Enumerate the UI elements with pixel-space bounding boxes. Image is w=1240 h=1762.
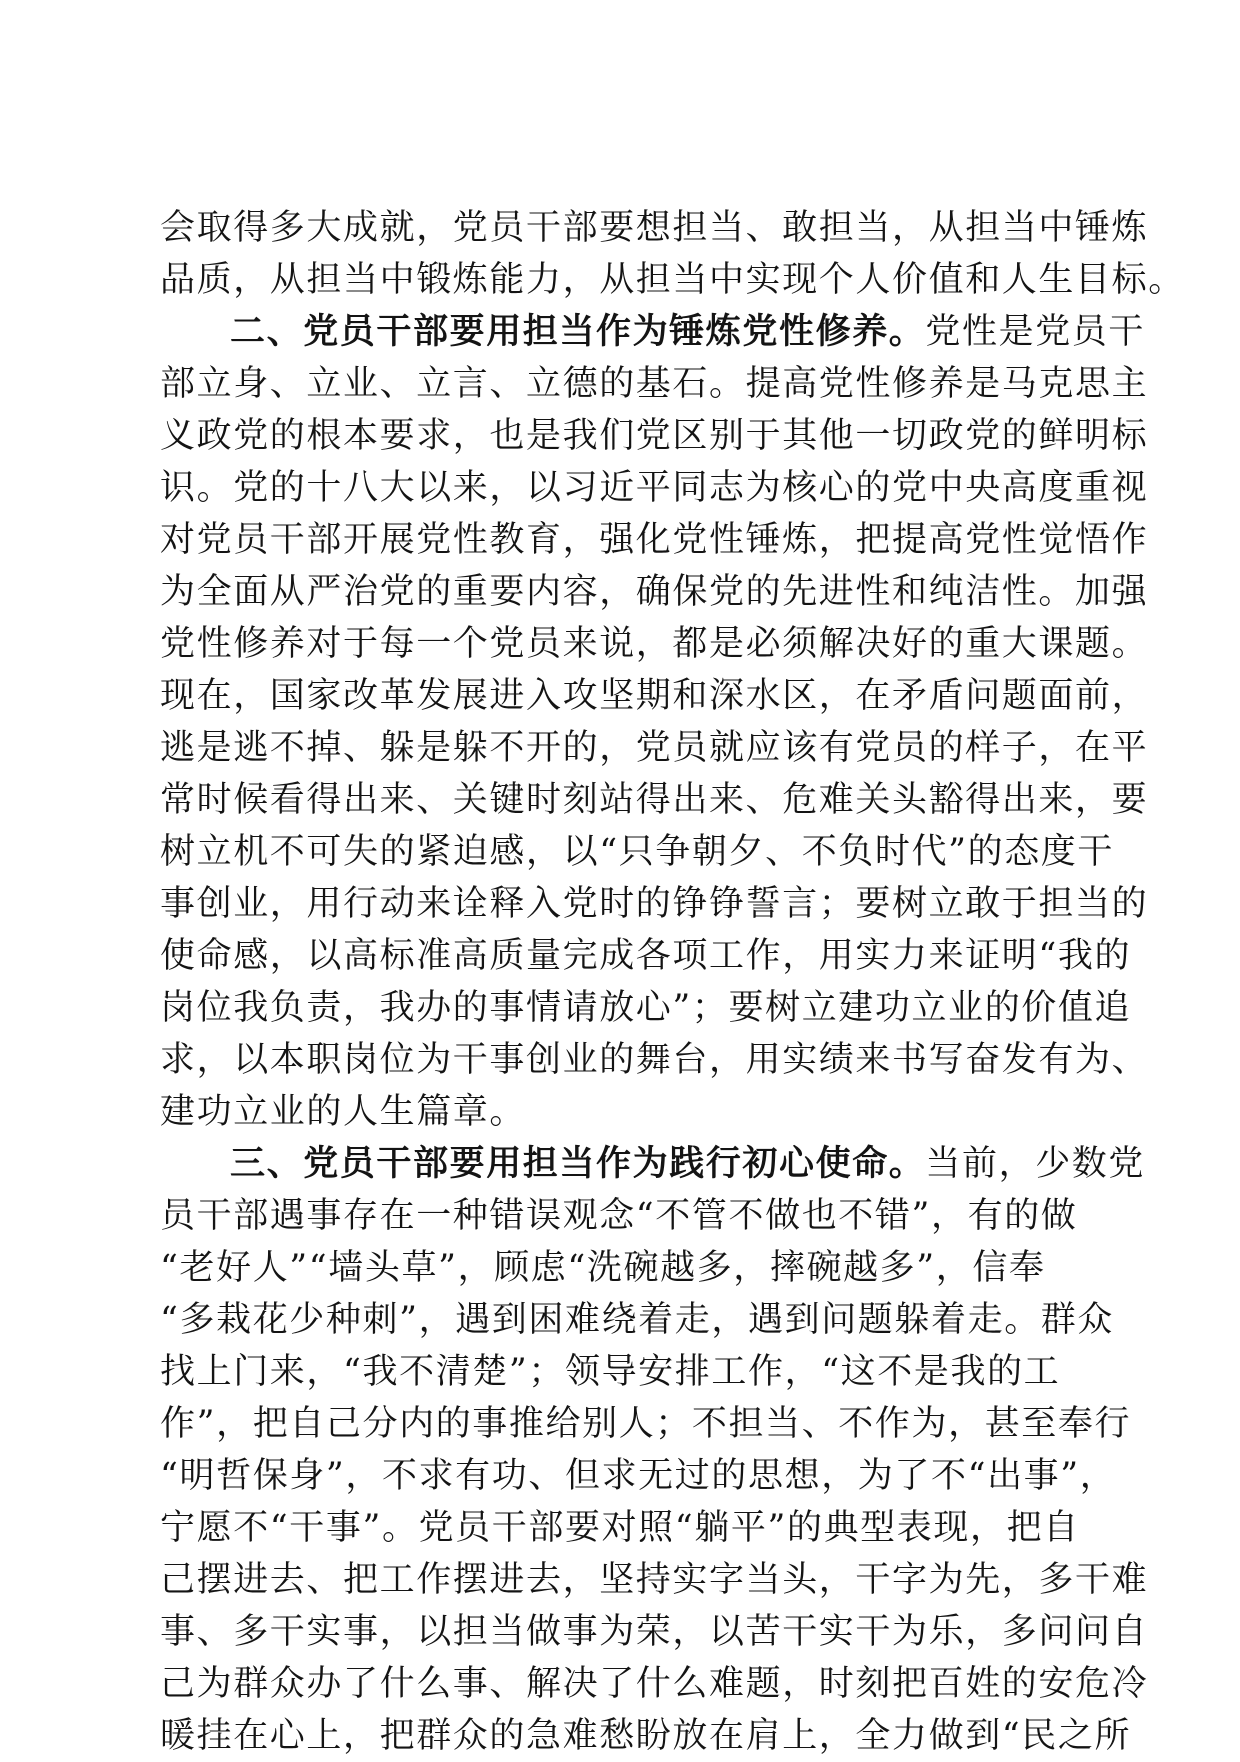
text-line: 逃是逃不掉、躲是躲不开的，党员就应该有党员的样子，在平 (160, 728, 1149, 768)
text-line: 部立身、立业、立言、立德的基石。提高党性修养是马克思主 (160, 364, 1149, 404)
text-line: 现在，国家改革发展进入攻坚期和深水区，在矛盾问题面前， (160, 676, 1149, 716)
text-line: 事、多干实事，以担当做事为荣，以苦干实干为乐，多问问自 (160, 1612, 1149, 1652)
section-three-heading: 三、党员干部要用担当作为践行初心使命。 (230, 1144, 926, 1184)
text-line: 对党员干部开展党性教育，强化党性锤炼，把提高党性觉悟作 (160, 520, 1149, 560)
text-line: “老好人”“墙头草”，顾虑“洗碗越多，摔碗越多”，信奉 (160, 1248, 1046, 1288)
text-line: 求，以本职岗位为干事创业的舞台，用实绩来书写奋发有为、 (160, 1040, 1149, 1080)
text-line: 会取得多大成就，党员干部要想担当、敢担当，从担当中锤炼 (160, 208, 1149, 248)
text-line: 岗位我负责，我办的事情请放心”；要树立建功立业的价值追 (160, 988, 1132, 1028)
text-line: 常时候看得出来、关键时刻站得出来、危难关头豁得出来，要 (160, 780, 1149, 820)
text-line: “明哲保身”，不求有功、但求无过的思想，为了不“出事”， (160, 1456, 1117, 1496)
text-line: 事创业，用行动来诠释入党时的铮铮誓言；要树立敢于担当的 (160, 884, 1149, 924)
text-line: 树立机不可失的紧迫感，以“只争朝夕、不负时代”的态度干 (160, 832, 1114, 872)
text-line: 员干部遇事存在一种错误观念“不管不做也不错”，有的做 (160, 1196, 1078, 1236)
section-three-text: 当前，少数党 (925, 1144, 1146, 1184)
text-line: “多栽花少种刺”，遇到困难绕着走，遇到问题躲着走。群众 (160, 1300, 1114, 1340)
text-line: 己为群众办了什么事、解决了什么难题，时刻把百姓的安危冷 (160, 1664, 1149, 1704)
text-line: 己摆进去、把工作摆进去，坚持实字当头，干字为先，多干难 (160, 1560, 1149, 1600)
text-line: 找上门来，“我不清楚”；领导安排工作，“这不是我的工 (160, 1352, 1061, 1392)
text-line: 使命感，以高标准高质量完成各项工作，用实力来证明“我的 (160, 936, 1132, 976)
section-two-heading: 二、党员干部要用担当作为锤炼党性修养。 (230, 312, 926, 352)
section-three-first-line (230, 1138, 1145, 1190)
text-line: 建功立业的人生篇章。 (160, 1092, 527, 1132)
section-two-first-line (230, 306, 1145, 358)
text-line: 品质，从担当中锻炼能力，从担当中实现个人价值和人生目标。 (160, 260, 1185, 300)
text-line: 为全面从严治党的重要内容，确保党的先进性和纯洁性。加强 (160, 572, 1149, 612)
text-line: 暖挂在心上，把群众的急难愁盼放在肩上，全力做到“民之所 (160, 1716, 1132, 1756)
section-two-text: 党性是党员干 (925, 312, 1146, 352)
text-line: 宁愿不“干事”。党员干部要对照“躺平”的典型表现，把自 (160, 1508, 1080, 1548)
text-line: 作”，把自己分内的事推给别人；不担当、不作为，甚至奉行 (160, 1404, 1132, 1444)
text-line: 识。党的十八大以来，以习近平同志为核心的党中央高度重视 (160, 468, 1149, 508)
text-line: 党性修养对于每一个党员来说，都是必须解决好的重大课题。 (160, 624, 1149, 664)
text-line: 义政党的根本要求，也是我们党区别于其他一切政党的鲜明标 (160, 416, 1149, 456)
